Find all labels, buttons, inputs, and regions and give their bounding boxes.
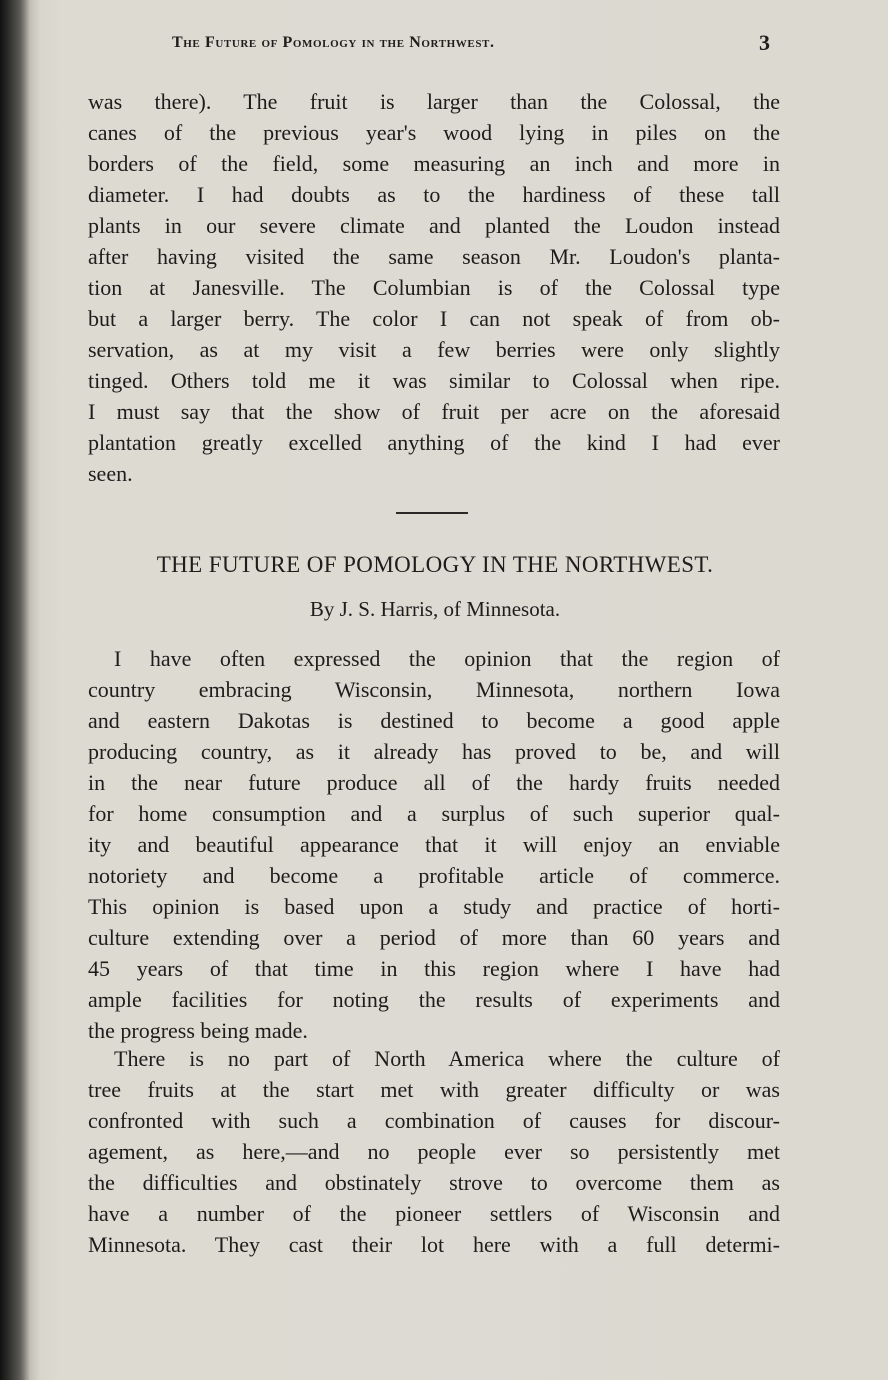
text-line: the difficulties and obstinately strove to overcome them as (88, 1170, 780, 1195)
text-line: plants in our severe climate and planted the Loudon instead (88, 213, 780, 238)
text-line: culture extending over a period of more than 60 years and (88, 925, 780, 950)
text-line: for home consumption and a surplus of such superior qual- (88, 801, 780, 826)
text-line: confronted with such a combination of causes for discour- (88, 1108, 780, 1133)
text-line: notoriety and become a profitable article of commerce. (88, 863, 780, 888)
page-number: 3 (759, 30, 770, 55)
text-line: was there). The fruit is larger than the Colossal, the (88, 89, 780, 114)
text-line: 45 years of that time in this region where I have had (88, 956, 780, 981)
text-line: I must say that the show of fruit per acre on the aforesaid (88, 399, 780, 424)
text-line: tion at Janesville. The Columbian is of the Colossal type (88, 275, 780, 300)
text-line: in the near future produce all of the hardy fruits needed (88, 770, 780, 795)
text-line: but a larger berry. The color I can not speak of from ob- (88, 306, 780, 331)
article-title: THE FUTURE OF POMOLOGY IN THE NORTHWEST. (156, 552, 714, 577)
continued-paragraph (88, 86, 780, 489)
page-binding (0, 0, 30, 1380)
article-paragraph-1 (88, 643, 780, 1046)
text-line: producing country, as it already has proved to be, and will (88, 739, 780, 764)
text-line: tinged. Others told me it was similar to Colossal when ripe. (88, 368, 780, 393)
text-line: ity and beautiful appearance that it will enjoy an enviable (88, 832, 780, 857)
text-line: have a number of the pioneer settlers of Wisconsin and (88, 1201, 780, 1226)
article-paragraph-2 (88, 1043, 780, 1260)
text-line: ample facilities for noting the results of experiments and (88, 987, 780, 1012)
text-line: and eastern Dakotas is destined to become a good apple (88, 708, 780, 733)
text-line: seen. (88, 461, 133, 486)
section-divider (396, 512, 468, 514)
text-line: after having visited the same season Mr. Loudon's planta- (88, 244, 780, 269)
page-header (172, 30, 782, 60)
text-line: borders of the field, some measuring an inch and more in (88, 151, 780, 176)
text-line: country embracing Wisconsin, Minnesota, northern Iowa (88, 677, 780, 702)
running-head: The Future of Pomology in the Northwest. (172, 34, 495, 51)
text-line: agement, as here,—and no people ever so persistently met (88, 1139, 780, 1164)
text-line: the progress being made. (88, 1018, 308, 1043)
text-line: This opinion is based upon a study and practice of horti- (88, 894, 780, 919)
text-line: I have often expressed the opinion that the region of (114, 646, 780, 671)
text-line: There is no part of North America where the culture of (114, 1046, 780, 1071)
text-line: plantation greatly excelled anything of the kind I had ever (88, 430, 780, 455)
article-byline: By J. S. Harris, of Minnesota. (309, 597, 561, 621)
text-line: canes of the previous year's wood lying in piles on the (88, 120, 780, 145)
text-line: servation, as at my visit a few berries were only slightly (88, 337, 780, 362)
text-line: Minnesota. They cast their lot here with a full determi- (88, 1232, 780, 1257)
text-line: tree fruits at the start met with greater difficulty or was (88, 1077, 780, 1102)
text-line: diameter. I had doubts as to the hardiness of these tall (88, 182, 780, 207)
